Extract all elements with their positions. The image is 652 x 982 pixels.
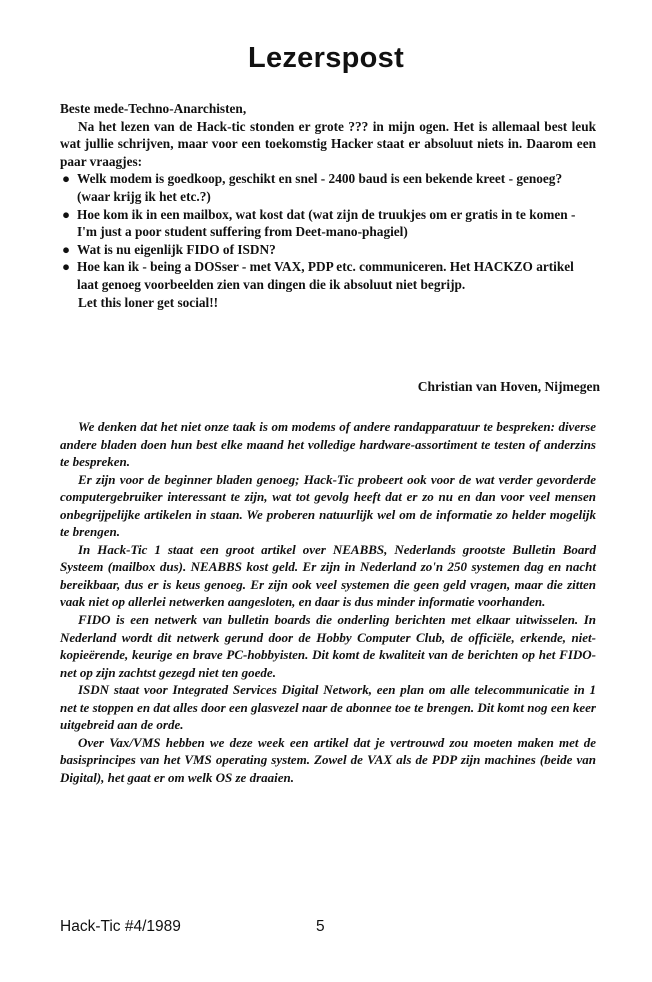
question-list	[60, 170, 596, 293]
reply-paragraph: FIDO is een netwerk van bulletin boards die onderling berichten met elkaar uitwisselen. In Nederland wordt dit netwerk gerund door de Hobby Computer Club, de officiële, erkende, niet-kopieërende, keurige en brave PC-hobbyisten. Dit komt de kwaliteit van de berichten op het FIDO-net op zijn zachtst gezegd niet ten goede.	[60, 612, 596, 680]
reply-paragraph: Over Vax/VMS hebben we deze week een artikel dat je vertrouwd zou moeten maken met de basisprincipes van het VMS operating system. Zowel de VAX als de PDP zijn machines (beide van Digital), het gaat er om welk OS ze draaien.	[60, 734, 596, 785]
bullet-icon: ●	[62, 171, 71, 187]
question-text: Hoe kan ik - being a DOSser - met VAX, PDP etc. communiceren. Het HACKZO artikel laat genoeg voorbeelden zien van dingen die ik absoluut niet begrijp.	[77, 259, 574, 292]
list-item	[60, 206, 596, 241]
reply-paragraph: We denken dat het niet onze taak is om modems of andere randapparatuur te bespreken: diverse andere bladen doen hun best elke maand het volledige hardware-assortiment te testen of anderzins te bespreken.	[60, 419, 596, 470]
letter-signoff: Let this loner get social!!	[78, 294, 219, 310]
bullet-icon: ●	[62, 241, 71, 257]
page-title: Lezerspost	[247, 42, 405, 74]
question-text: Welk modem is goedkoop, geschikt en snel - 2400 baud is een bekende kreet - genoeg? (waar krijg ik het etc.?)	[77, 171, 563, 204]
letter-signature: Christian van Hoven, Nijmegen	[417, 379, 600, 394]
bullet-icon: ●	[62, 259, 71, 275]
reply-paragraph: ISDN staat voor Integrated Services Digital Network, een plan om alle telecommunicatie in 1 net te stoppen en dat alles door een glasvezel naar de abonnee toe te brengen. Dit komt nog een keer uitgebreid aan de orde.	[60, 682, 596, 733]
list-item	[60, 170, 596, 205]
letter-salutation: Beste mede-Techno-Anarchisten,	[60, 101, 247, 116]
page-number: 5	[316, 918, 325, 935]
question-text: Wat is nu eigenlijk FIDO of ISDN?	[77, 241, 276, 257]
issue-label: Hack-Tic #4/1989	[60, 918, 181, 935]
list-item	[60, 258, 596, 293]
question-text: Hoe kom ik in een mailbox, wat kost dat (wat zijn de truukjes om er gratis in te komen - I'm just a poor student suffering from Deet-mano-phagiel)	[77, 206, 576, 240]
reply-paragraph: In Hack-Tic 1 staat een groot artikel over NEABBS, Nederlands grootste Bulletin Board Systeem (mailbox dus). NEABBS kost geld. Er zijn in Nederland zo'n 250 systemen dag en nacht bereikbaar, dus er is keus genoeg. Er zijn ook veel systemen die geen geld vragen, maar die zitten vaak niet op allerlei netwerken aangesloten, en daar is dus minder informatie voorhanden.	[60, 541, 596, 610]
bullet-icon: ●	[62, 206, 71, 222]
letter-intro: Na het lezen van de Hack-tic stonden er grote ??? in mijn ogen. Het is allemaal best leuk wat jullie schrijven, maar voor een toekomstig Hacker staat er absoluut niets in. Daarom een paar vraagjes:	[60, 118, 596, 169]
reply-paragraph: Er zijn voor de beginner bladen genoeg; Hack-Tic probeert ook voor de wat verder gevorderde computergebruiker interessant te zijn, wat tot gevolg heeft dat er zo nu en dan voor veel mensen onbegrijpelijke artikelen in staan. We proberen natuurlijk wel om de informatie zo helder mogelijk te brengen.	[60, 471, 596, 540]
reader-letter	[60, 100, 596, 311]
editorial-reply	[60, 418, 596, 786]
list-item	[60, 241, 596, 259]
